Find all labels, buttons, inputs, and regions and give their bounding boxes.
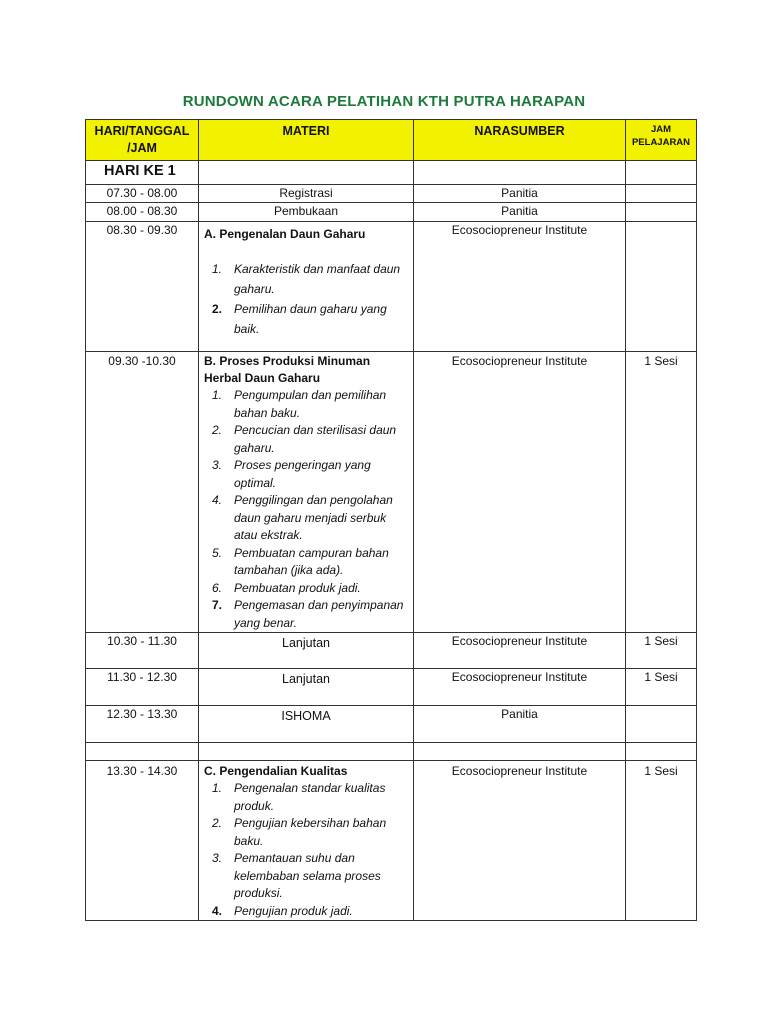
list-item: 6. Pembuatan produk jadi. bbox=[212, 580, 361, 595]
time-cell: 08.00 - 08.30 bbox=[86, 203, 199, 222]
time-cell: 11.30 - 12.30 bbox=[86, 669, 199, 706]
header-hari-tanggal: HARI/TANGGAL /JAM bbox=[86, 120, 199, 161]
jp-cell: 1 Sesi bbox=[626, 669, 697, 706]
list-item: 5. Pembuatan campuran bahan tambahan (jika ada). bbox=[212, 545, 389, 577]
table-row bbox=[86, 185, 697, 203]
rundown-table bbox=[85, 119, 697, 921]
materi-heading: C. Pengendalian Kualitas bbox=[204, 764, 348, 778]
jp-cell: 1 Sesi bbox=[626, 352, 697, 633]
narasumber-cell: Ecosociopreneur Institute bbox=[414, 761, 626, 921]
time-cell: 07.30 - 08.00 bbox=[86, 185, 199, 203]
list-item: 4. Penggilingan dan pengolahan daun gaharu menjadi serbuk atau ekstrak. bbox=[212, 493, 393, 542]
materi-cell: Registrasi bbox=[199, 185, 414, 203]
materi-cell: ISHOMA bbox=[199, 706, 414, 743]
materi-cell bbox=[199, 222, 414, 352]
list-item: 3. Proses pengeringan yang optimal. bbox=[212, 458, 371, 490]
narasumber-cell: Panitia bbox=[414, 185, 626, 203]
list-item: 2. Pengujian kebersihan bahan baku. bbox=[212, 816, 387, 848]
materi-heading: A. Pengenalan Daun Gaharu bbox=[204, 227, 366, 241]
list-item: 1. Pengumpulan dan pemilihan bahan baku. bbox=[212, 388, 387, 420]
jp-cell bbox=[626, 706, 697, 743]
list-item: 1. Karakteristik dan manfaat daun gaharu. bbox=[212, 262, 401, 296]
narasumber-cell: Panitia bbox=[414, 706, 626, 743]
time-cell: 08.30 - 09.30 bbox=[86, 222, 199, 352]
materi-list bbox=[204, 259, 408, 339]
list-item: 2. Pencucian dan sterilisasi daun gaharu. bbox=[212, 423, 397, 455]
list-item: 4. Pengujian produk jadi. bbox=[212, 903, 353, 918]
materi-heading: B. Proses Produksi Minuman Herbal Daun Gaharu bbox=[204, 354, 371, 385]
materi-cell: Lanjutan bbox=[199, 633, 414, 669]
header-materi: MATERI bbox=[199, 120, 414, 161]
jp-cell: 1 Sesi bbox=[626, 761, 697, 921]
materi-cell bbox=[199, 761, 414, 921]
day-label: HARI KE 1 bbox=[86, 161, 199, 185]
table-header-row bbox=[86, 120, 697, 161]
list-item: 1. Pengenalan standar kualitas produk. bbox=[212, 781, 386, 813]
header-jam-pelajaran: JAM PELAJARAN bbox=[626, 120, 697, 161]
table-row bbox=[86, 669, 697, 706]
list-item: 3. Pemantauan suhu dan kelembaban selama proses produksi. bbox=[212, 851, 381, 900]
narasumber-cell: Panitia bbox=[414, 203, 626, 222]
table-row bbox=[86, 706, 697, 743]
narasumber-cell: Ecosociopreneur Institute bbox=[414, 222, 626, 352]
jp-cell bbox=[626, 185, 697, 203]
table-row bbox=[86, 352, 697, 633]
narasumber-cell: Ecosociopreneur Institute bbox=[414, 669, 626, 706]
time-cell: 09.30 -10.30 bbox=[86, 352, 199, 633]
materi-list bbox=[204, 387, 408, 632]
materi-list bbox=[204, 780, 408, 920]
table-row bbox=[86, 761, 697, 921]
narasumber-cell: Ecosociopreneur Institute bbox=[414, 633, 626, 669]
document-title: RUNDOWN ACARA PELATIHAN KTH PUTRA HARAPAN bbox=[182, 93, 586, 110]
header-narasumber: NARASUMBER bbox=[414, 120, 626, 161]
day-row bbox=[86, 161, 697, 185]
time-cell: 13.30 - 14.30 bbox=[86, 761, 199, 921]
table-row bbox=[86, 633, 697, 669]
list-item: 2. Pemilihan daun gaharu yang baik. bbox=[212, 302, 387, 336]
time-cell: 12.30 - 13.30 bbox=[86, 706, 199, 743]
jp-cell: 1 Sesi bbox=[626, 633, 697, 669]
jp-cell bbox=[626, 222, 697, 352]
materi-cell bbox=[199, 352, 414, 633]
empty-row bbox=[86, 743, 697, 761]
table-row bbox=[86, 203, 697, 222]
time-cell: 10.30 - 11.30 bbox=[86, 633, 199, 669]
narasumber-cell: Ecosociopreneur Institute bbox=[414, 352, 626, 633]
materi-cell: Pembukaan bbox=[199, 203, 414, 222]
jp-cell bbox=[626, 203, 697, 222]
materi-cell: Lanjutan bbox=[199, 669, 414, 706]
table-row bbox=[86, 222, 697, 352]
list-item: 7. Pengemasan dan penyimpanan yang benar. bbox=[212, 598, 404, 630]
